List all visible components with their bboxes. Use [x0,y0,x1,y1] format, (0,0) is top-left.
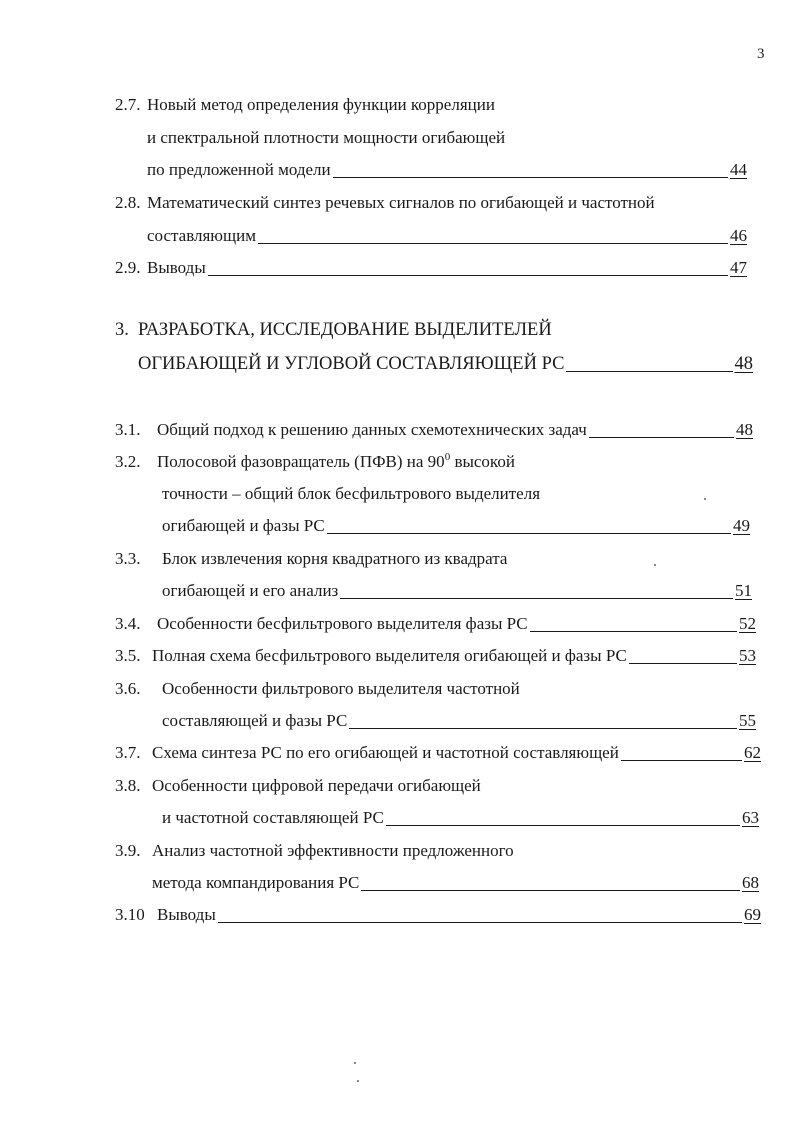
entry-3-9-line-1: Анализ частотной эффективности предложенного [152,841,514,860]
entry-3-10-page: 69 [744,905,761,924]
entry-2-9-number: 2.9. [115,258,141,277]
entry-2-7-number: 2.7. [115,95,141,114]
scan-speck [354,1062,356,1064]
entry-3-4-leader-line[interactable] [157,614,756,634]
entry-3-4-number: 3.4. [115,614,141,633]
entry-3-7-leader-line[interactable] [152,743,761,763]
entry-3-1-line-1: Общий подход к решению данных схемотехнических задач [157,420,587,439]
entry-3-8-number: 3.8. [115,776,141,795]
entry-3-6-leader-line[interactable] [162,711,756,731]
chapter-3-number: 3. [115,320,129,340]
entry-3-5-leader [629,663,737,664]
entry-3-1-leader [589,437,734,438]
entry-3-8-page: 63 [742,808,759,827]
entry-3-1-leader-line[interactable] [157,420,753,440]
entry-2-7-line-1: Новый метод определения функции корреляции [147,95,495,114]
entry-2-8-number: 2.8. [115,193,141,212]
entry-2-9-line-1: Выводы [147,258,206,277]
entry-2-9-leader [208,275,728,276]
degree-superscript: 0 [444,451,451,463]
entry-3-4-leader [530,631,737,632]
entry-3-6-page: 55 [739,711,756,730]
entry-2-8-page: 46 [730,226,747,245]
entry-2-8-leader-line[interactable] [147,226,747,246]
entry-3-3-line-2: огибающей и его анализ [162,581,339,600]
entry-3-7-leader [621,760,742,761]
entry-2-9-page: 47 [730,258,747,277]
entry-3-5-line-1: Полная схема бесфильтрового выделителя огибающей и фазы РС [152,646,627,665]
chapter-3-leader [566,371,732,372]
entry-3-3-page: 51 [735,581,752,600]
entry-3-9-line-2: метода компандирования РС [152,873,360,892]
entry-2-7-line-3: по предложенной модели [147,160,331,179]
chapter-3-title-line-2: ОГИБАЮЩЕЙ И УГЛОВОЙ СОСТАВЛЯЮЩЕЙ РС [138,354,565,374]
scan-speck [654,564,656,566]
entry-3-6-line-2: составляющей и фазы РС [162,711,348,730]
scan-speck [704,498,706,500]
entry-3-10-leader-line[interactable] [157,905,761,925]
entry-3-9-number: 3.9. [115,841,141,860]
entry-3-9-page: 68 [742,873,759,892]
entry-3-2-line-2: точности – общий блок бесфильтрового выделителя [162,484,541,503]
entry-3-2-line-1 [157,452,515,472]
entry-3-5-number: 3.5. [115,646,141,665]
entry-3-10-leader [218,922,742,923]
entry-3-10-number: 3.10 [115,905,145,924]
entry-3-6-number: 3.6. [115,679,141,698]
entry-3-8-leader-line[interactable] [162,808,759,828]
entry-3-2-leader [327,533,731,534]
entry-2-7-leader [333,177,728,178]
entry-3-1-number: 3.1. [115,420,141,439]
entry-3-3-line-1: Блок извлечения корня квадратного из квадрата [162,549,508,568]
entry-3-1-page: 48 [736,420,753,439]
entry-3-3-number: 3.3. [115,549,141,568]
entry-3-6-line-1: Особенности фильтрового выделителя частотной [162,679,520,698]
chapter-3-title-line-1: РАЗРАБОТКА, ИССЛЕДОВАНИЕ ВЫДЕЛИТЕЛЕЙ [138,320,552,340]
entry-2-8-line-1: Математический синтез речевых сигналов по огибающей и частотной [147,193,655,212]
entry-3-3-leader [340,598,733,599]
entry-2-7-leader-line[interactable] [147,160,747,180]
chapter-3-leader-line[interactable] [138,354,753,374]
entry-3-5-leader-line[interactable] [152,646,756,666]
entry-3-3-leader-line[interactable] [162,581,752,601]
entry-3-5-page: 53 [739,646,756,665]
entry-3-6-leader [349,728,737,729]
entry-3-2-number: 3.2. [115,452,141,471]
entry-3-7-number: 3.7. [115,743,141,762]
entry-3-4-page: 52 [739,614,756,633]
entry-3-2-leader-line[interactable] [162,516,750,536]
entry-3-10-line-1: Выводы [157,905,216,924]
entry-3-4-line-1: Особенности бесфильтрового выделителя фазы РС [157,614,528,633]
entry-3-8-leader [386,825,740,826]
entry-2-8-line-2: составляющим [147,226,256,245]
entry-3-9-leader-line[interactable] [152,873,759,893]
entry-3-2-line-1-end: высокой [450,452,515,471]
entry-2-8-leader [258,243,728,244]
entry-3-7-page: 62 [744,743,761,762]
entry-2-9-leader-line[interactable] [147,258,747,278]
entry-3-7-line-1: Схема синтеза РС по его огибающей и частотной составляющей [152,743,619,762]
entry-3-8-line-1: Особенности цифровой передачи огибающей [152,776,481,795]
entry-3-9-leader [361,890,740,891]
entry-2-7-line-2: и спектральной плотности мощности огибающей [147,128,506,147]
entry-3-2-line-3: огибающей и фазы РС [162,516,325,535]
scan-speck [357,1080,359,1082]
entry-2-7-page: 44 [730,160,747,179]
entry-3-2-page: 49 [733,516,750,535]
page-number: 3 [757,46,765,62]
entry-3-8-line-2: и частотной составляющей РС [162,808,384,827]
chapter-3-page: 48 [734,354,753,374]
entry-3-2-line-1-text: Полосовой фазовращатель (ПФВ) на 90 [157,452,445,471]
